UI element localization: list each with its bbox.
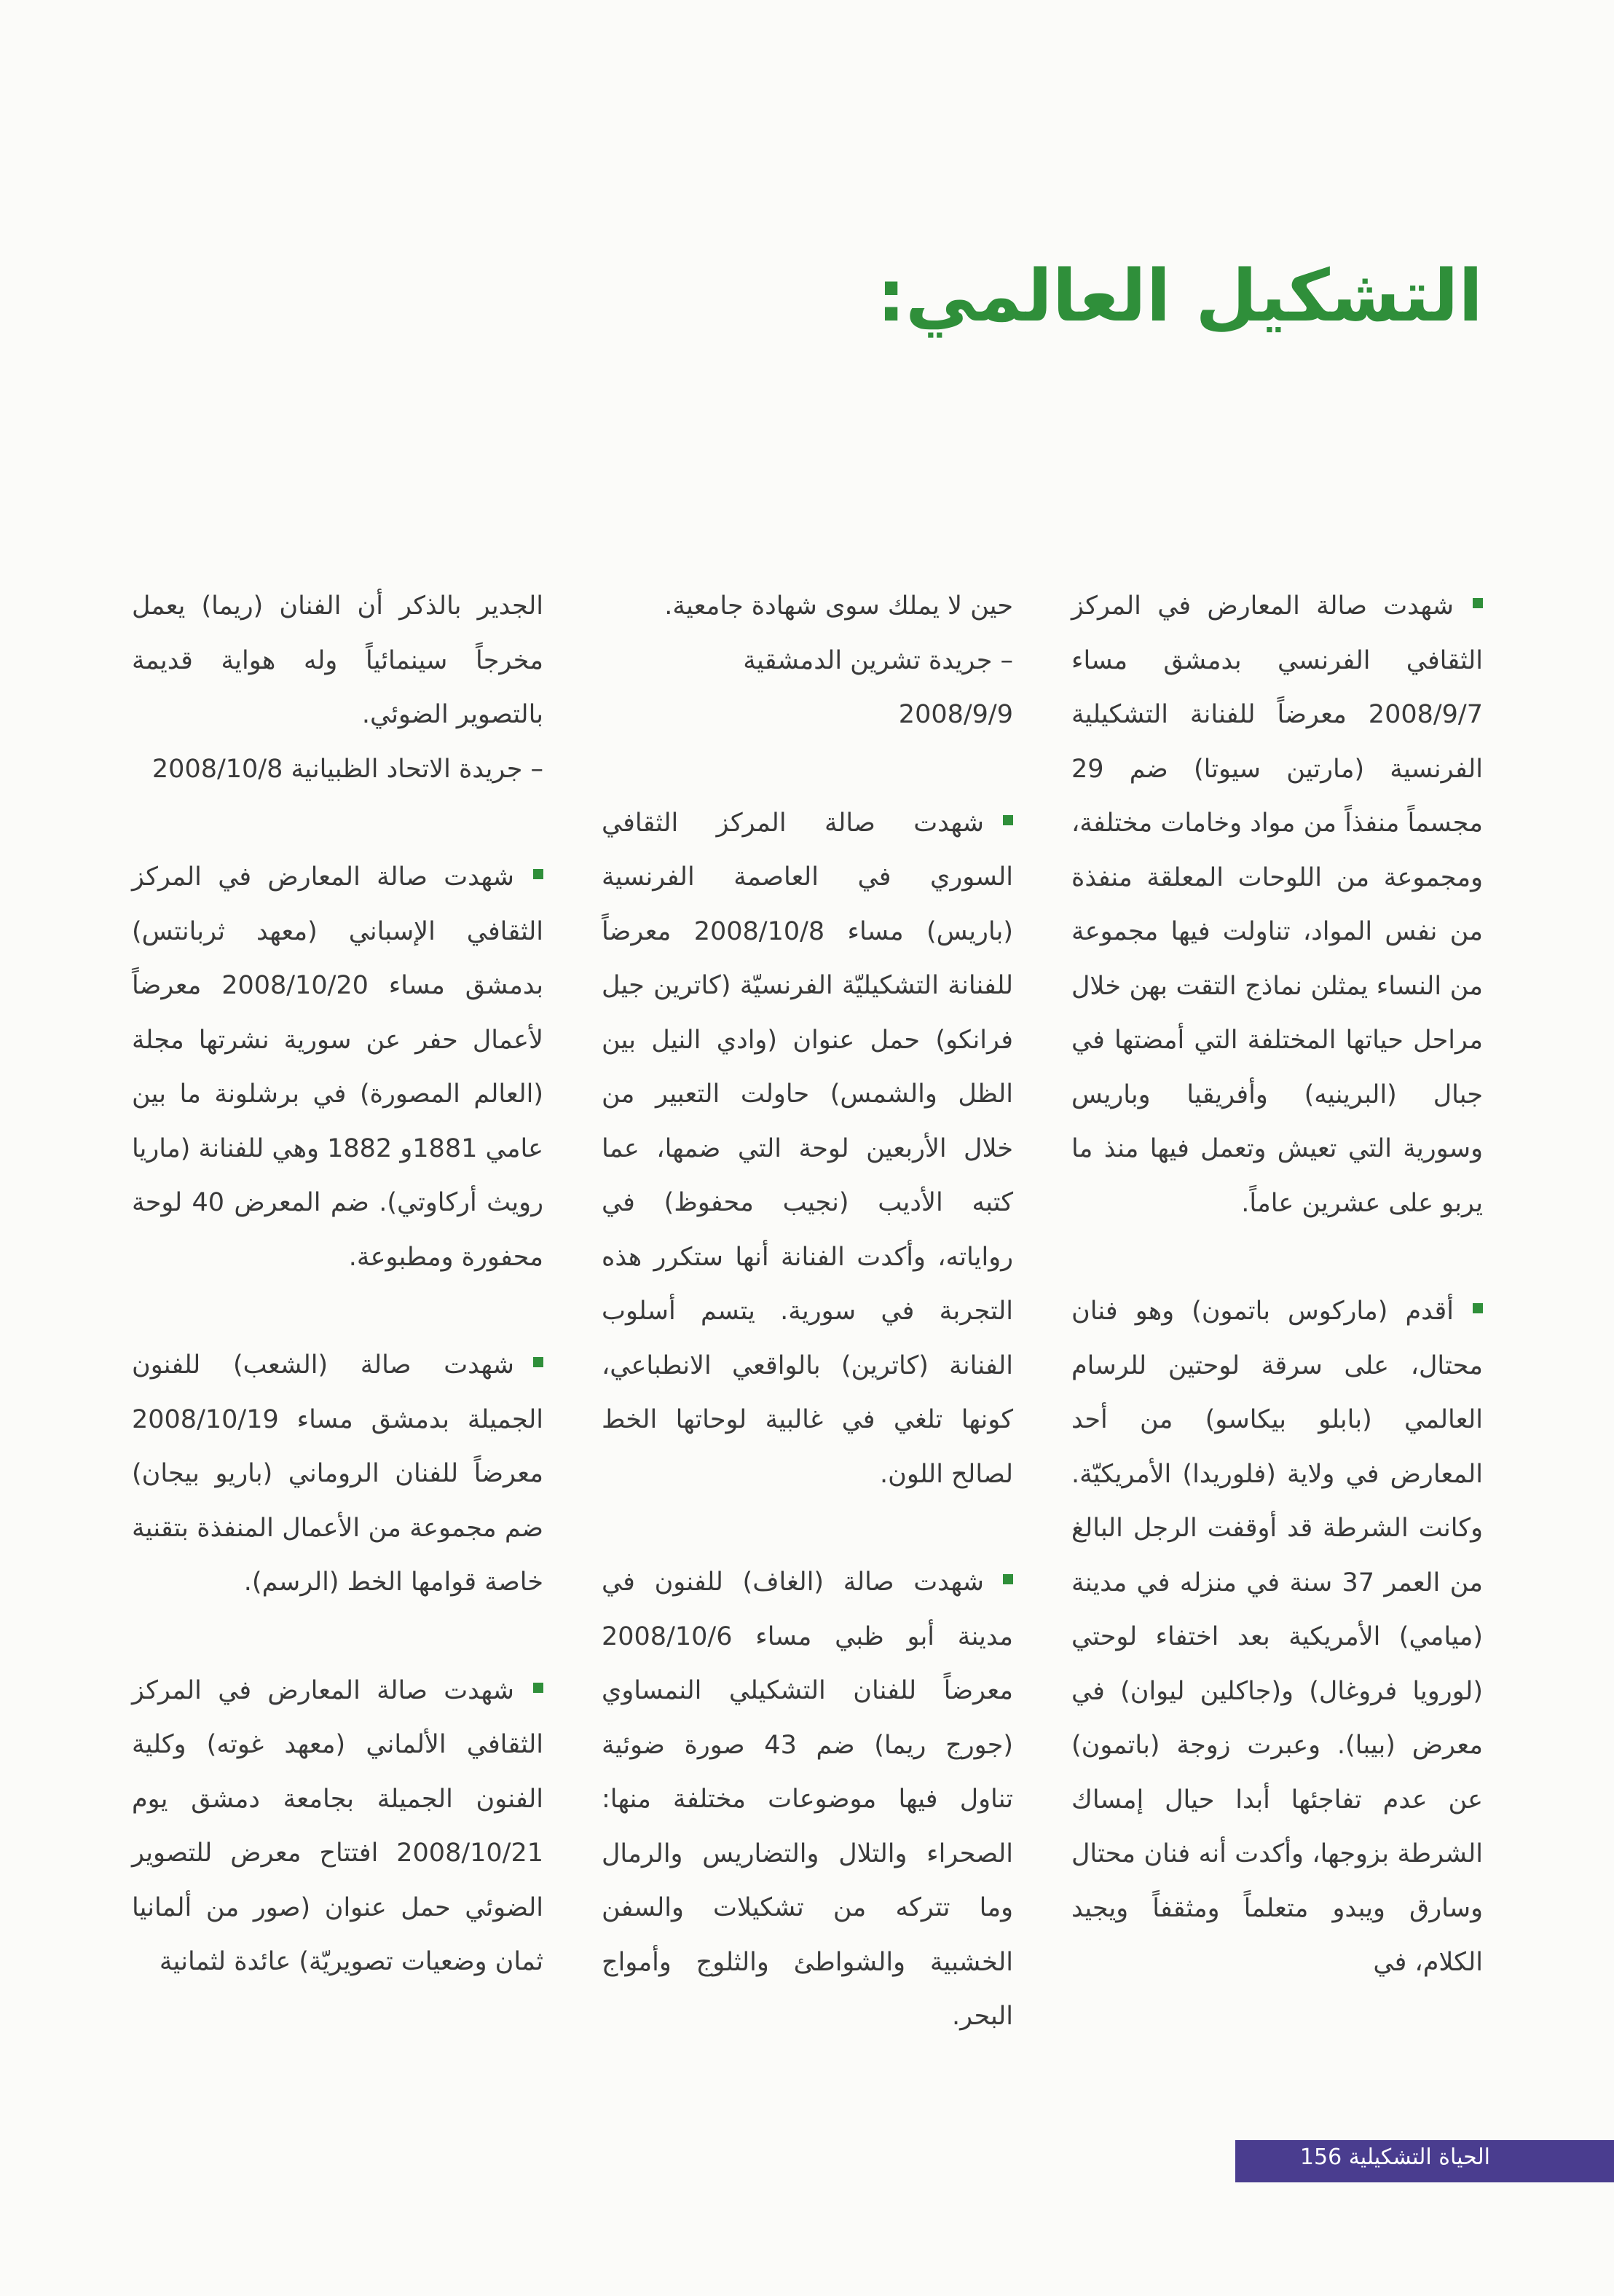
news-item-text: شهدت صالة (الغاف) للفنون في مدينة أبو ظبي مساء 2008/10/6 معرضاً للفنان التشكيلي النمساوي (جورج ريما) ضم 43 صورة ضوئية تناول فيها موضوعات مختلفة منها: الصحراء والتلال والتضاريس والرمال وما تتركه من تشكيلات والسفن الخشبية والشواطئ والثلوج وأمواج البحر. — [602, 1568, 1013, 2031]
news-item-text: أقدم (ماركوس باتمون) وهو فنان محتال، على سرقة لوحتين للرسام العالمي (بابلو بيكاسو) من أحد المعارض في ولاية (فلوريدا) الأمريكيّة. وكانت الشرطة قد أوقفت الرجل البالغ من العمر 37 سنة في منزله في مدينة (ميامي) الأمريكية بعد اختفاء لوحتي (لورويا فروغال) و(جاكلين ليوان) في معرض (بيبا). وعبرت زوجة (باتمون) عن عدم تفاجئها أبدا حيال إمساك الشرطة بزوجها، وأكدت أنه فنان محتال وسارق ويبدو متعلماً ومثقفاً ويجيد الكلام، في — [1071, 1297, 1483, 1977]
news-item-text: شهدت صالة المعارض في المركز الثقافي الفرنسي بدمشق مساء 2008/9/7 معرضاً للفنانة التشكيلية الفرنسية (مارتين سيوتا) ضم 29 مجسماً منفذاً من مواد وخامات مختلفة، ومجموعة من اللوحات المعلقة منفذة من نفس المواد، تناولت فيها مجموعة من النساء يمثلن نماذج التقت بهن خلال مراحل حياتها المختلفة التي أمضتها في جبال (البرينيه) وأفريقيا وباريس وسورية التي تعيش وتعمل فيها منذ ما يربو على عشرين عاماً. — [1071, 591, 1483, 1218]
news-item — [132, 1664, 543, 1989]
square-bullet-icon — [1473, 598, 1483, 608]
news-item-continued: حين لا يملك سوى شهادة جامعية. — [664, 591, 1013, 621]
news-item — [602, 1555, 1013, 2044]
news-item — [602, 796, 1013, 1502]
square-bullet-icon — [533, 1683, 543, 1693]
news-item-continued: الجدير بالذكر أن الفنان (ريما) يعمل مخرجاً سينمائياً وله هواية قديمة بالتصوير الضوئي. — [132, 591, 543, 729]
magazine-name: الحياة التشكيلية — [1348, 2144, 1490, 2170]
news-item — [1071, 1284, 1483, 1990]
footer-bar — [1235, 2140, 1614, 2182]
article-column-1 — [1071, 579, 1483, 1990]
news-item — [1071, 579, 1483, 1230]
page-number: 156 — [1299, 2144, 1342, 2170]
footer-label — [1300, 2144, 1490, 2170]
square-bullet-icon — [1473, 1303, 1483, 1313]
news-item-text: شهدت صالة (الشعب) للفنون الجميلة بدمشق مساء 2008/10/19 معرضاً للفنان الروماني (باريو بيجان) ضم مجموعة من الأعمال المنفذة بتقنية خاصة قوامها الخط (الرسم). — [132, 1351, 543, 1597]
news-item — [132, 1338, 543, 1610]
square-bullet-icon — [1003, 1574, 1013, 1584]
square-bullet-icon — [1003, 815, 1013, 825]
news-source-date: 2008/9/9 — [898, 700, 1013, 729]
article-column-3 — [132, 579, 543, 1989]
square-bullet-icon — [533, 1357, 543, 1367]
news-item — [132, 850, 543, 1284]
news-source: – جريدة تشرين الدمشقية — [743, 645, 1013, 675]
news-item-text: شهدت صالة المعارض في المركز الثقافي الإسباني (معهد ثربانتس) بدمشق مساء 2008/10/20 معرضاً لأعمال حفر عن سورية نشرتها مجلة (العالم المصورة) في برشلونة ما بين عامي 1881و 1882 وهي للفنانة (ماريا رويث أركاوتي). ضم المعرض 40 لوحة محفورة ومطبوعة. — [132, 862, 544, 1272]
news-item-text: شهدت صالة المعارض في المركز الثقافي الألماني (معهد غوته) وكلية الفنون الجميلة بجامعة دمشق يوم 2008/10/21 افتتاح معرض للتصوير الضوئي حمل عنوان (صور من ألمانيا ثمان وضعيات تصويريّة) عائدة لثمانية — [132, 1675, 543, 1976]
news-source: – جريدة الاتحاد الظبيانية 2008/10/8 — [151, 754, 543, 784]
page-title: التشكيل العالمي: — [876, 255, 1483, 338]
article-column-2 — [602, 579, 1013, 2044]
news-item-text: شهدت صالة المركز الثقافي السوري في العاصمة الفرنسية (باريس) مساء 2008/10/8 معرضاً للفنانة التشكيليّة الفرنسيّة (كاترين جيل فرانكو) حمل عنوان (وادي النيل بين الظل والشمس) حاولت التعبير من خلال الأربعين لوحة التي ضمها، عما كتبه الأديب (نجيب محفوظ) في رواياته، وأكدت الفنانة أنها ستكرر هذه التجربة في سورية. يتسم أسلوب الفنانة (كاترين) بالواقعي الانطباعي، كونها تلغي في غالبية لوحاتها الخط لصالح اللون. — [602, 808, 1013, 1489]
square-bullet-icon — [533, 869, 543, 879]
